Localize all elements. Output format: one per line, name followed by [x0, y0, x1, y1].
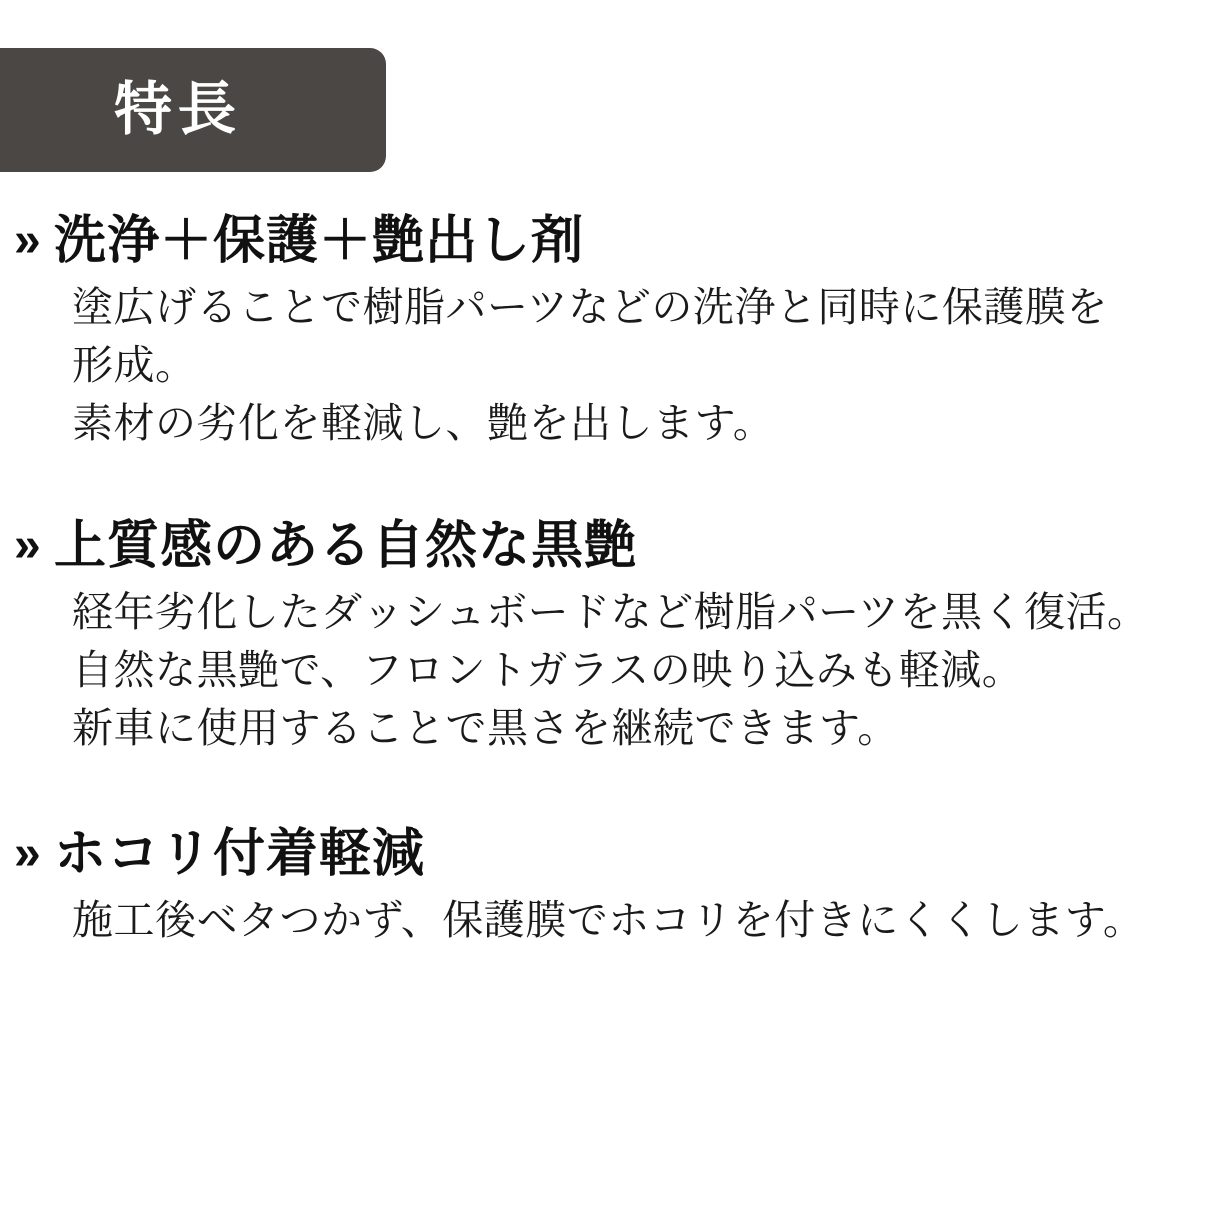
feature-title: 洗浄＋保護＋艶出し剤 — [54, 212, 585, 270]
feature-item — [0, 210, 1214, 453]
feature-heading — [0, 210, 1214, 272]
feature-body-line: 塗広げることで樹脂パーツなどの洗浄と同時に保護膜を — [72, 284, 1108, 330]
feature-item — [0, 515, 1214, 758]
chevron-double-right-icon: » — [14, 827, 41, 881]
feature-body — [72, 891, 1174, 949]
section-header-tab — [0, 48, 386, 172]
feature-body-line: 素材の劣化を軽減し、艶を出します。 — [72, 400, 775, 447]
feature-body-line: 形成。 — [72, 342, 197, 389]
feature-body-line: 施工後ベタつかず、保護膜でホコリを付きにくくします。 — [72, 897, 1145, 944]
feature-body-line: 自然な黒艶で、フロントガラスの映り込みも軽減。 — [72, 646, 1024, 693]
feature-list — [0, 210, 1214, 950]
feature-body — [72, 583, 1174, 758]
feature-heading — [0, 823, 1214, 885]
chevron-double-right-icon: » — [14, 214, 41, 267]
feature-body-line: 新車に使用することで黒さを継続できます。 — [72, 705, 899, 752]
page-title: 特長 — [114, 77, 243, 142]
chevron-double-right-icon: » — [14, 518, 41, 572]
feature-heading — [0, 515, 1214, 577]
feature-title: ホコリ付着軽減 — [54, 825, 426, 884]
feature-body-line: 経年劣化したダッシュボードなど樹脂パーツを黒く復活。 — [72, 588, 1149, 635]
feature-title: 上質感のある自然な黒艶 — [54, 516, 638, 575]
feature-item — [0, 823, 1214, 949]
feature-body — [72, 278, 1174, 453]
